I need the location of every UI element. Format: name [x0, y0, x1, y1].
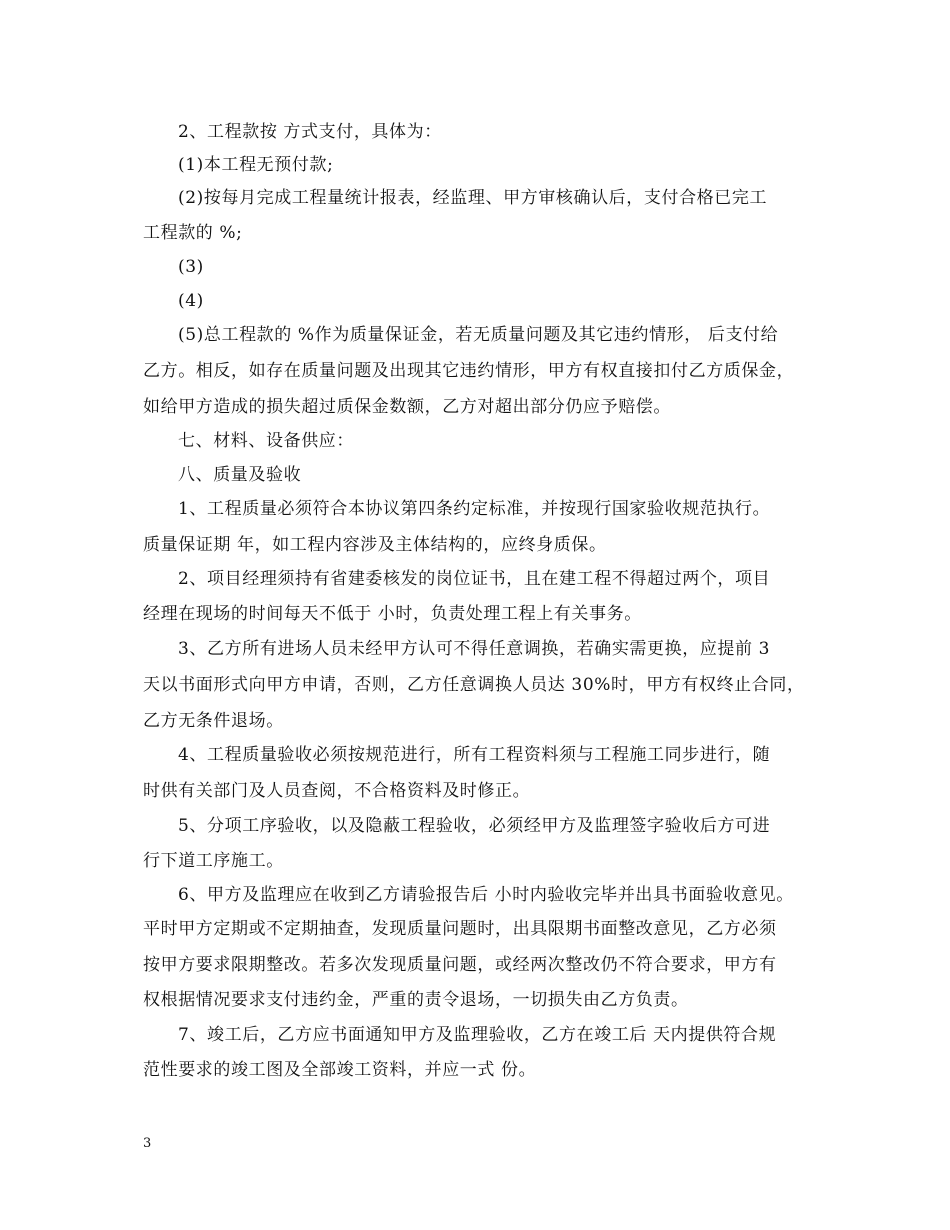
text-line: 行下道工序施工。 — [143, 851, 284, 871]
section-heading: 八、质量及验收 — [178, 465, 302, 485]
section-heading: 七、材料、设备供应： — [178, 431, 354, 451]
text-line: (5)总工程款的 %作为质量保证金，若无质量问题及其它违约情形， 后支付给 — [178, 325, 779, 345]
text-line: 如给甲方造成的损失超过质保金数额，乙方对超出部分仍应予赔偿。 — [143, 397, 671, 417]
text-line: 时供有关部门及人员查阅，不合格资料及时修正。 — [143, 781, 531, 801]
text-line: 乙方。相反，如存在质量问题及出现其它违约情形，甲方有权直接扣付乙方质保金， — [143, 361, 795, 381]
text-line: (3) — [178, 257, 204, 277]
text-line: 4、工程质量验收必须按规范进行，所有工程资料须与工程施工同步进行，随 — [178, 745, 771, 765]
text-line: 乙方无条件退场。 — [143, 711, 284, 731]
text-line: (1)本工程无预付款; — [178, 155, 334, 175]
text-line: 平时甲方定期或不定期抽查，发现质量问题时，出具限期书面整改意见，乙方必须 — [143, 919, 777, 939]
text-line: 3、乙方所有进场人员未经甲方认可不得任意调换，若确实需更换，应提前 3 — [178, 639, 771, 659]
text-line: 范性要求的竣工图及全部竣工资料，并应一式 份。 — [143, 1060, 537, 1080]
text-line: 7、竣工后，乙方应书面通知甲方及监理验收，乙方在竣工后 天内提供符合规 — [178, 1025, 777, 1045]
text-line: 6、甲方及监理应在收到乙方请验报告后 小时内验收完毕并出具书面验收意见。 — [178, 885, 794, 905]
page-number: 3 — [143, 1136, 152, 1151]
text-line: (4) — [178, 291, 204, 311]
text-line: 天以书面形式向甲方申请，否则，乙方任意调换人员达 30%时，甲方有权终止合同， — [143, 675, 805, 695]
text-line: 权根据情况要求支付违约金，严重的责令退场，一切损失由乙方负责。 — [143, 990, 689, 1010]
text-line: 2、项目经理须持有省建委核发的岗位证书，且在建工程不得超过两个，项目 — [178, 569, 771, 589]
text-line: 5、分项工序验收，以及隐蔽工程验收，必须经甲方及监理签字验收后方可进 — [178, 816, 771, 836]
text-line: 质量保证期 年，如工程内容涉及主体结构的，应终身质保。 — [143, 535, 607, 555]
text-line: (2)按每月完成工程量统计报表，经监理、甲方审核确认后，支付合格已完工 — [178, 188, 768, 208]
text-line: 1、工程质量必须符合本协议第四条约定标准，并按现行国家验收规范执行。 — [178, 499, 771, 519]
text-line: 2、工程款按 方式支付，具体为： — [178, 122, 442, 142]
text-line: 经理在现场的时间每天不低于 小时，负责处理工程上有关事务。 — [143, 604, 642, 624]
text-line: 按甲方要求限期整改。若多次发现质量问题，或经两次整改仍不符合要求，甲方有 — [143, 955, 777, 975]
text-line: 工程款的 %; — [143, 223, 243, 243]
